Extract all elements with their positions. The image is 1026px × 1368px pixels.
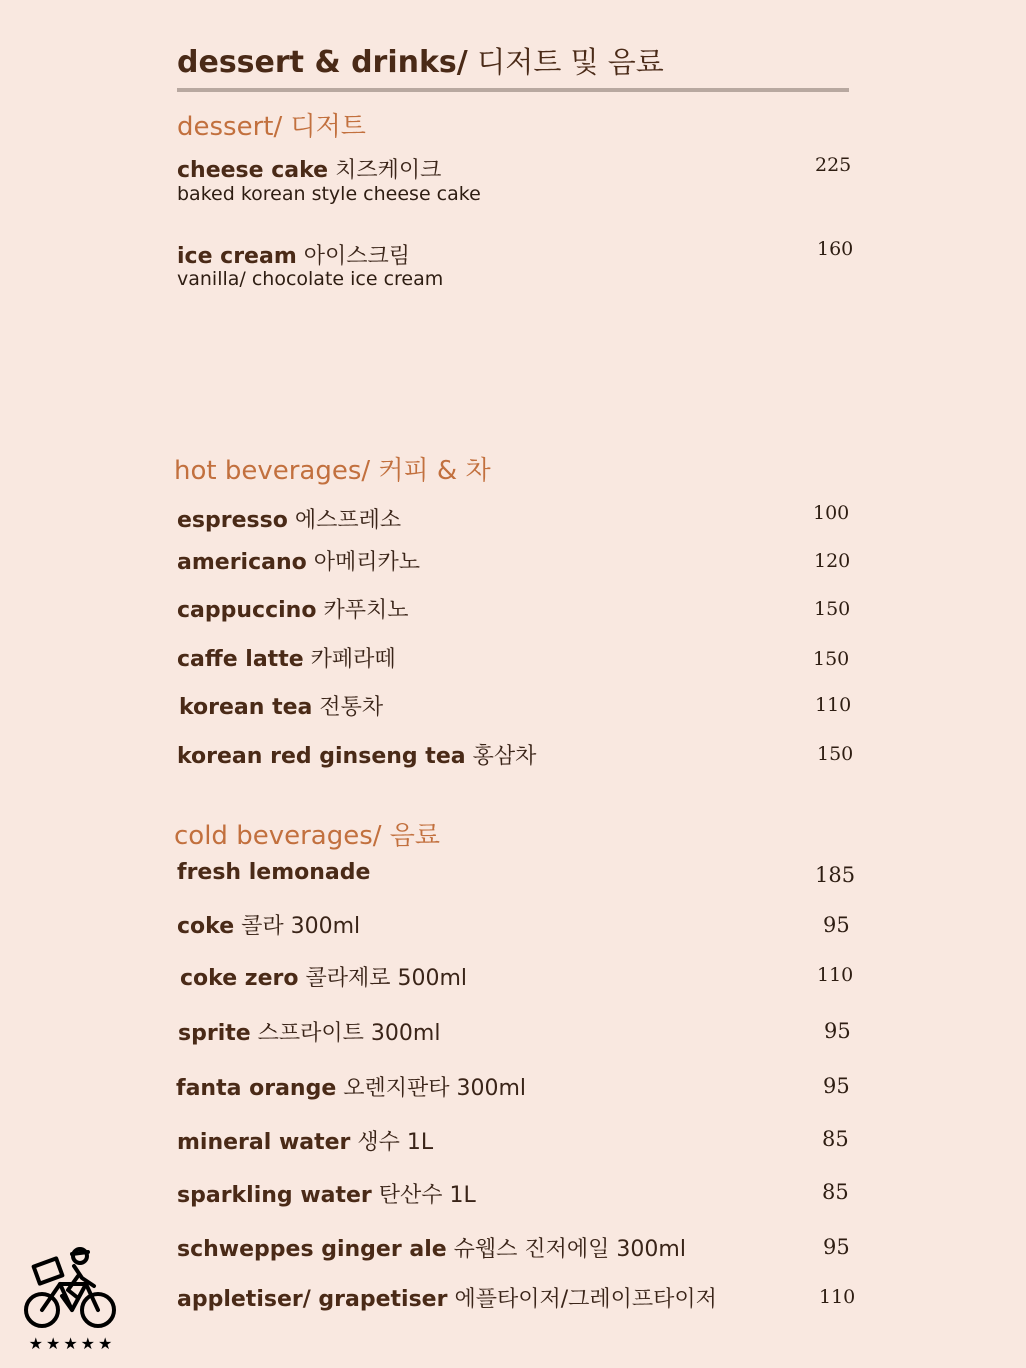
item-price: 225	[815, 154, 852, 176]
delivery-logo	[22, 1246, 122, 1353]
item-name: mineral water	[177, 1130, 351, 1155]
item-name: coke	[177, 914, 235, 939]
menu-item-mineral-water	[177, 1125, 433, 1156]
menu-item-coke-zero	[180, 961, 467, 992]
item-price: 100	[813, 502, 850, 524]
menu-item-cappuccino	[177, 593, 408, 624]
item-korean-name: 콜라 300ml	[241, 914, 361, 939]
item-price: 120	[814, 550, 851, 572]
item-korean-name: 홍삼차	[472, 744, 537, 769]
menu-item-sprite	[178, 1016, 440, 1047]
item-name: caffe latte	[177, 647, 304, 672]
item-name: sparkling water	[177, 1183, 372, 1208]
item-price: 110	[815, 694, 852, 716]
item-korean-name: 카페라떼	[310, 647, 396, 672]
rating-stars: ★★★★★	[28, 1334, 116, 1353]
title-divider	[177, 88, 849, 92]
item-name: appletiser/ grapetiser	[177, 1287, 448, 1312]
item-korean-name: 아메리카노	[313, 550, 421, 575]
section-heading-cold-beverages: cold beverages/ 음료	[174, 821, 441, 851]
item-name: cheese cake	[177, 158, 329, 183]
item-description: vanilla/ chocolate ice cream	[177, 268, 444, 290]
item-price: 150	[817, 743, 854, 765]
item-korean-name: 오렌지판타 300ml	[343, 1076, 527, 1101]
menu-item-americano	[177, 545, 420, 576]
section-heading-hot-beverages: hot beverages/ 커피 & 차	[174, 456, 491, 486]
item-price: 150	[813, 648, 850, 670]
item-price: 150	[814, 598, 851, 620]
item-price: 85	[822, 1180, 849, 1204]
menu-item-schweppes-ginger-ale	[177, 1232, 686, 1263]
item-korean-name: 에스프레소	[294, 508, 402, 533]
item-price: 95	[824, 1019, 851, 1043]
item-korean-name: 탄산수 1L	[378, 1183, 476, 1208]
item-korean-name: 콜라제로 500ml	[305, 966, 468, 991]
delivery-cyclist-icon	[22, 1246, 122, 1332]
item-name: cappuccino	[177, 598, 317, 623]
item-korean-name: 아이스크림	[303, 244, 411, 269]
item-korean-name: 치즈케이크	[335, 158, 442, 183]
menu-item-sparkling-water	[177, 1178, 476, 1209]
menu-item-cheese-cake	[177, 153, 441, 184]
item-price: 110	[817, 964, 854, 986]
item-price: 160	[817, 238, 854, 260]
item-korean-name: 에플타이저/그레이프타이저	[454, 1287, 717, 1312]
item-description: baked korean style cheese cake	[177, 183, 481, 205]
item-name: americano	[177, 550, 307, 575]
menu-item-caffe-latte	[177, 642, 396, 673]
item-korean-name: 카푸치노	[323, 598, 409, 623]
item-name: ice cream	[177, 244, 297, 269]
item-price: 185	[815, 863, 856, 887]
menu-item-fresh-lemonade	[177, 860, 370, 885]
menu-item-espresso	[177, 503, 401, 534]
item-name: fresh lemonade	[177, 860, 371, 885]
menu-item-korean-tea	[179, 690, 383, 721]
item-price: 110	[819, 1286, 856, 1308]
item-name: sprite	[178, 1021, 251, 1046]
item-korean-name: 슈웹스 진저에일 300ml	[453, 1237, 686, 1262]
item-korean-name: 생수 1L	[357, 1130, 434, 1155]
item-name: coke zero	[180, 966, 299, 991]
page-title	[177, 40, 664, 81]
page-title-en: dessert & drinks/	[177, 45, 468, 80]
menu-item-korean-red-ginseng-tea	[177, 739, 536, 770]
section-heading-dessert: dessert/ 디저트	[177, 112, 366, 142]
item-price: 95	[823, 1074, 850, 1098]
item-korean-name: 스프라이트 300ml	[257, 1021, 441, 1046]
page-title-ko: 디저트 및 음료	[477, 45, 664, 79]
item-name: korean tea	[179, 695, 313, 720]
menu-item-fanta-orange	[176, 1071, 526, 1102]
item-price: 95	[823, 913, 850, 937]
item-name: korean red ginseng tea	[177, 744, 466, 769]
item-korean-name: 전통차	[319, 695, 384, 720]
menu-item-coke	[177, 909, 360, 940]
menu-item-appletiser-grapetiser	[177, 1282, 717, 1313]
item-price: 85	[822, 1127, 849, 1151]
item-name: fanta orange	[176, 1076, 337, 1101]
item-name: schweppes ginger ale	[177, 1237, 447, 1262]
item-name: espresso	[177, 508, 288, 533]
menu-item-ice-cream	[177, 239, 410, 270]
item-price: 95	[823, 1235, 850, 1259]
